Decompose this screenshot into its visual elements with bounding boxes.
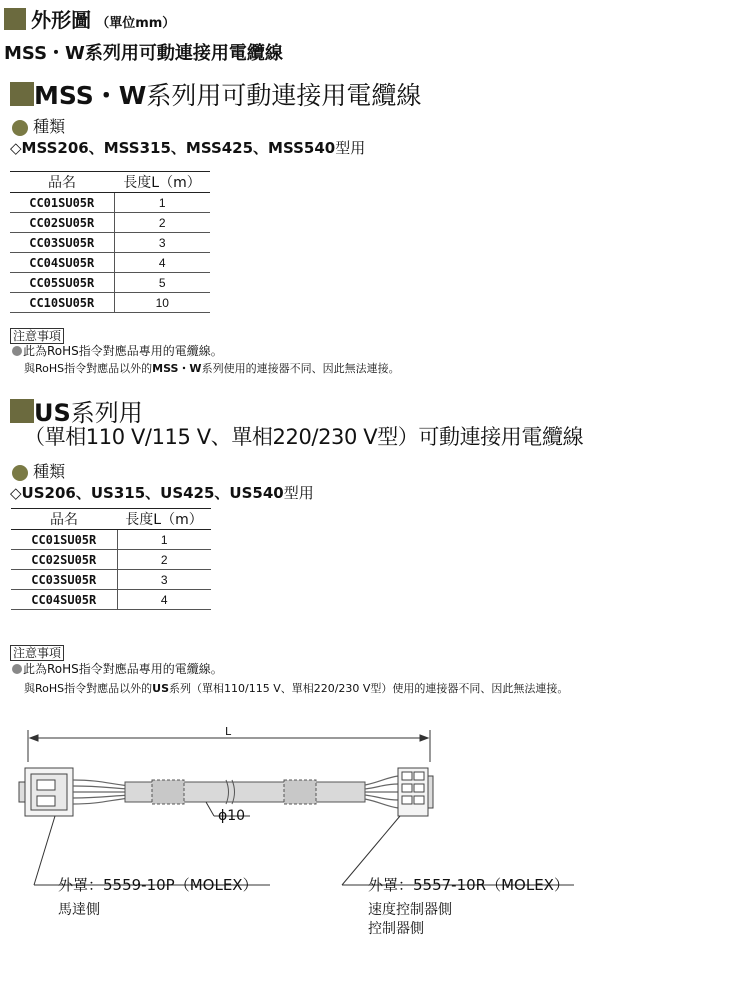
- table-row: CC01SU05R 1: [10, 193, 210, 213]
- page-title: 外形圖: [31, 8, 92, 32]
- section2-note-label: 注意事項: [10, 645, 64, 661]
- table-row: CC03SU05R 3: [11, 570, 211, 590]
- cable-jacket: [125, 780, 365, 804]
- column-header-name: 品名: [10, 172, 114, 193]
- note-bullet-icon: [12, 346, 22, 356]
- table-row: CC05SU05R 5: [10, 273, 210, 293]
- header: [4, 4, 175, 33]
- section-marker-icon: [4, 8, 26, 30]
- section2-models: ◇US206、US315、US425、US540型用: [10, 484, 314, 502]
- bullet-icon: [12, 465, 28, 481]
- table-row: CC01SU05R 1: [11, 530, 211, 550]
- table-row: CC03SU05R 3: [10, 233, 210, 253]
- right-side-label-1: 速度控制器側: [368, 902, 452, 918]
- column-header-length: 長度L（m）: [117, 509, 211, 530]
- section-marker-icon: [10, 82, 34, 106]
- section2-table: [11, 508, 211, 610]
- table-row: CC04SU05R 4: [10, 253, 210, 273]
- table-row: CC04SU05R 4: [11, 590, 211, 610]
- left-wires: [73, 780, 130, 804]
- note-bullet-icon: [12, 664, 22, 674]
- bullet-icon: [12, 120, 28, 136]
- table-header: [11, 509, 211, 530]
- diameter-label: ϕ10: [218, 808, 246, 824]
- column-header-length: 長度L（m）: [114, 172, 210, 193]
- table-row: CC10SU05R 10: [10, 293, 210, 313]
- section-marker-icon: [10, 399, 34, 423]
- length-label: L: [225, 725, 232, 738]
- section1-kind: 種類: [12, 114, 65, 137]
- section2-kind: 種類: [12, 459, 65, 482]
- right-housing-label: 外罩：5557-10R（MOLEX）: [368, 876, 569, 894]
- section1-table: [10, 171, 210, 313]
- section1-models: ◇MSS206、MSS315、MSS425、MSS540型用: [10, 139, 366, 157]
- section1-note-line1: 此為RoHS指令對應品專用的電纜線。: [12, 343, 223, 360]
- right-connector: [398, 768, 433, 816]
- left-side-label: 馬達側: [58, 902, 100, 918]
- section1-title: MSS・W系列用可動連接用電纜線: [10, 76, 421, 112]
- right-wires: [365, 776, 398, 808]
- table-row: CC02SU05R 2: [11, 550, 211, 570]
- left-housing-label: 外罩：5559-10P（MOLEX）: [58, 876, 258, 894]
- section1-note-line2: 與RoHS指令對應品以外的MSS・W系列使用的連接器不同、因此無法連接。: [24, 362, 400, 375]
- section1-note-label: 注意事項: [10, 328, 64, 344]
- right-side-label-2: 控制器側: [368, 921, 424, 937]
- table-row: CC02SU05R 2: [10, 213, 210, 233]
- section2-note-line2: 與RoHS指令對應品以外的US系列（單相110/115 V、單相220/230 V型）使用的連接器不同、因此無法連接。: [24, 682, 569, 695]
- page-subtitle: MSS・W系列用可動連接用電纜線: [4, 43, 283, 64]
- section2-title: US系列用: [10, 393, 143, 428]
- unit-label: （單位mm）: [96, 16, 176, 31]
- column-header-name: 品名: [11, 509, 117, 530]
- section2-note-line1: 此為RoHS指令對應品專用的電纜線。: [12, 661, 223, 678]
- left-connector: [19, 768, 73, 816]
- table-header: [10, 172, 210, 193]
- section2-title-line2: （單相110 V/115 V、單相220/230 V型）可動連接用電纜線: [24, 425, 584, 449]
